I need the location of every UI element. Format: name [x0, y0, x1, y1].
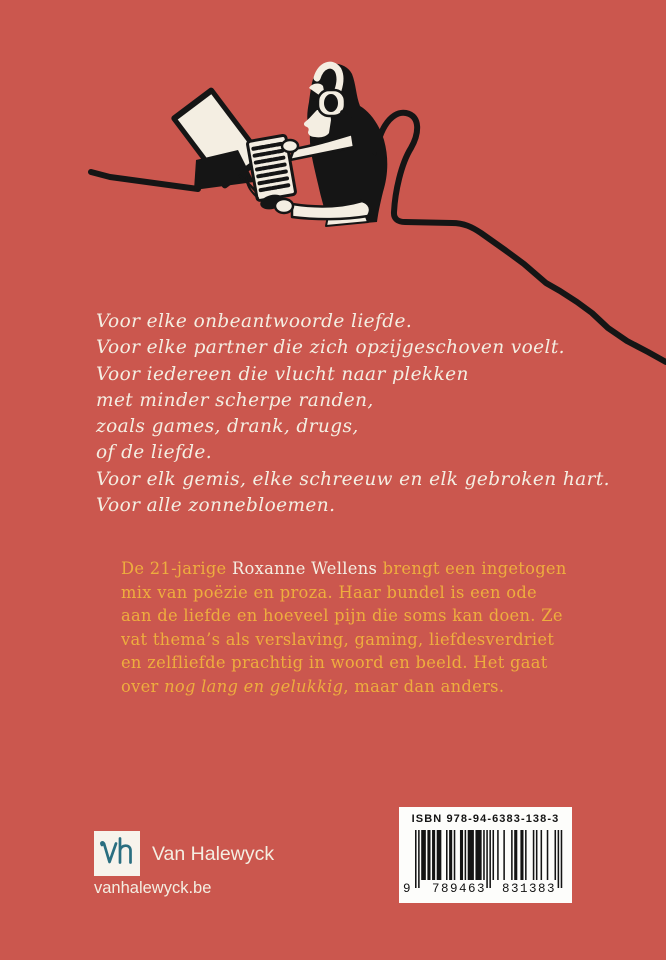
blurb-text: brengt een ingetogen [377, 559, 567, 578]
vh-logo-icon [94, 831, 140, 876]
poem-line: zoals games, drank, drugs, [96, 416, 359, 438]
poem-dedication [96, 309, 610, 519]
blurb-line: vat thema’s als verslaving, gaming, liefdesverdriet [121, 629, 555, 649]
barcode-digit-group: 831383 [501, 882, 556, 896]
poem-line: Voor elk gemis, elke schreeuw en elk gebroken hart. [96, 468, 610, 490]
hand [282, 140, 298, 152]
blurb-line [121, 557, 567, 581]
author-name: Roxanne Wellens [231, 559, 378, 578]
poem-line: Voor elke partner die zich opzijgeschoven voelt. [96, 337, 565, 359]
barcode-digits [399, 882, 572, 898]
isbn-barcode [399, 807, 572, 903]
blurb-text: De 21-jarige [121, 559, 232, 578]
barcode-digit-group: 9 [403, 882, 411, 896]
blurb-line: en zelfliefde prachtig in woord en beeld. Het gaat [121, 653, 548, 672]
poem-line: Voor iedereen die vlucht naar plekken [96, 363, 469, 385]
barcode-digit-group: 789463 [431, 882, 486, 896]
publisher-website: vanhalewyck.be [94, 879, 212, 897]
isbn-label: ISBN 978-94-6383-138-3 [411, 813, 560, 825]
eye [312, 99, 317, 100]
blurb-line [121, 675, 567, 699]
hand [275, 199, 293, 213]
poem-line: of de liefde. [96, 442, 213, 464]
blurb-line: mix van poëzie en proza. Haar bundel is een ode [121, 582, 537, 602]
blurb-line: aan de liefde en hoeveel pijn die soms kan doen. Ze [121, 606, 563, 625]
poem-line: Voor elke onbeantwoorde liefde. [96, 311, 413, 332]
desk-line [91, 172, 198, 189]
barcode-bars [415, 830, 563, 888]
blurb [121, 557, 567, 698]
blurb-text: over [121, 676, 165, 696]
publisher-name: Van Halewyck [152, 843, 275, 865]
poem-line: Voor alle zonnebloemen. [96, 495, 336, 517]
poem-line: met minder scherpe randen, [96, 389, 374, 411]
book-title-phrase: nog lang en gelukkig [164, 676, 344, 696]
van-halewyck-logo [94, 831, 140, 876]
blurb-text: , maar dan anders. [343, 676, 505, 696]
